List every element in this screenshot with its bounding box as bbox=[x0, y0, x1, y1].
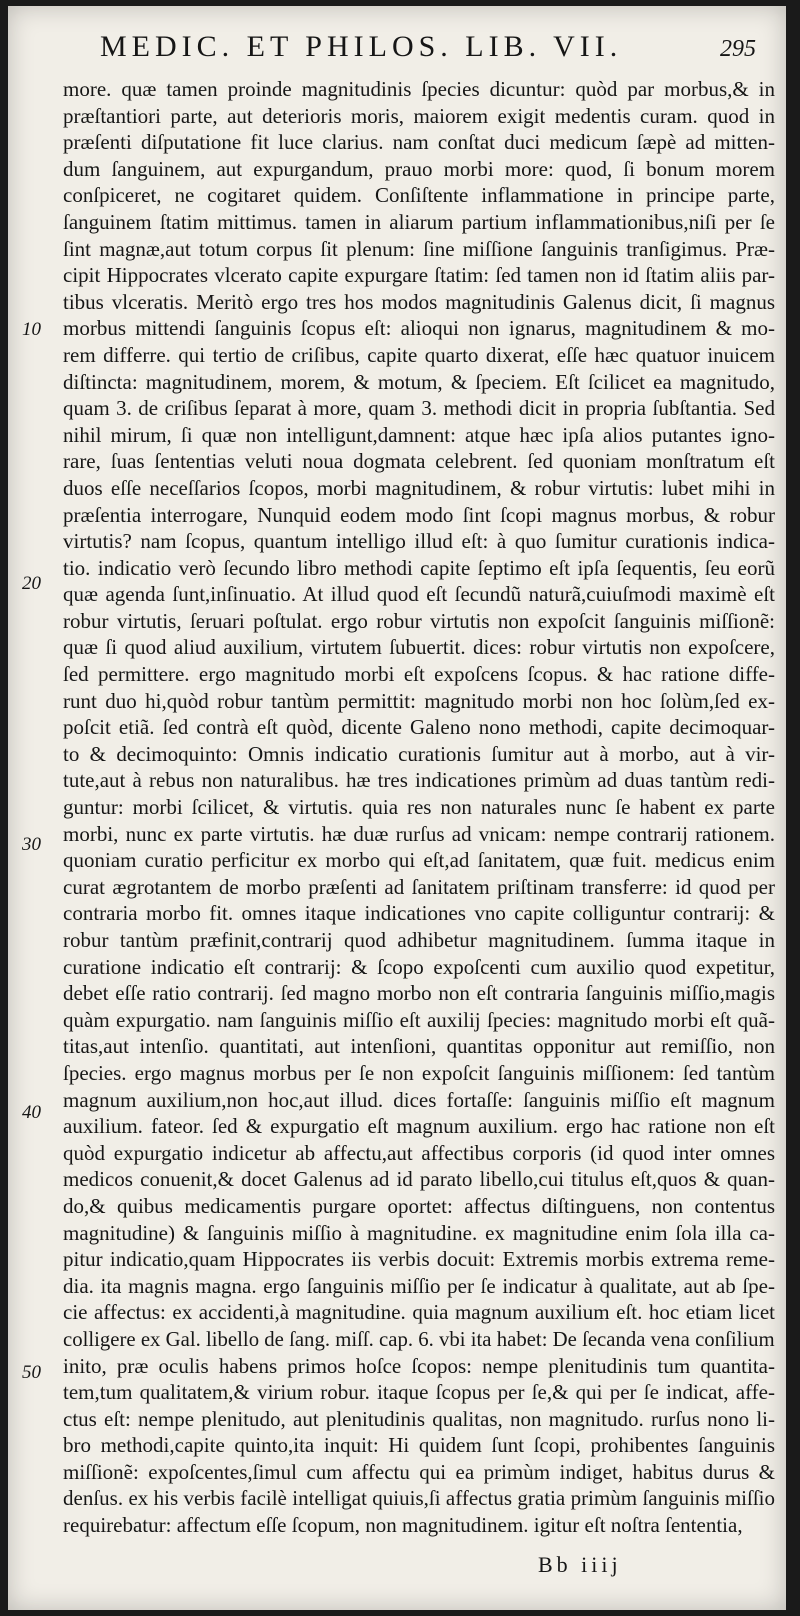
text-line: denſus. ex his verbis facilè intelligat quiuis,ſi affectus gratia primùm ſanguinis miſſio bbox=[63, 1486, 775, 1511]
text-line: magnitudine) & ſanguinis miſſio à magnitudine. ex magnitudine enim ſola illa ca- bbox=[63, 1220, 775, 1245]
text-line: conſpiceret, ne cogitaret quidem. Conſiſtente inflammatione in principe parte, bbox=[63, 183, 775, 208]
text-line: morbus mittendi ſanguinis ſcopus eſt: alioqui non ignarus, magnitudinem & mo- bbox=[63, 316, 775, 341]
text-line: quæ ſi quod aliud auxilium, virtutem ſubuertit. dices: robur virtutis non expoſcere, bbox=[63, 635, 775, 660]
text-line: titas,aut intenſio. quantitati, aut intenſioni, quantitas opponitur aut remiſſio, non bbox=[63, 1034, 775, 1059]
signature-mark: Bb iiij bbox=[538, 1552, 622, 1577]
text-line: præſtantiori parte, aut deterioris moris, maiorem exigit medentis curam. quod in bbox=[63, 103, 775, 128]
text-line: curatione indicatio eſt contrarij: & ſcopo expoſcenti cum auxilio quod expetitur, bbox=[63, 954, 775, 979]
line-number-10: 10 bbox=[22, 319, 41, 340]
text-line: pitur indicatio,quam Hippocrates iis verbis docuit: Extremis morbis extrema reme- bbox=[63, 1247, 775, 1272]
text-line: bro methodi,capite quinto,ita inquit: Hi quidem ſunt ſcopi, prohibentes ſanguinis bbox=[63, 1433, 775, 1458]
text-line: inito, præ oculis habens primos hoſce ſcopos: nempe plenitudinis tum quantita- bbox=[63, 1353, 775, 1378]
text-line: ſint magnæ,aut totum corpus ſit plenum: ſine miſſione ſanguinis tranſigimus. Præ- bbox=[63, 236, 775, 261]
text-line: magnum auxilium,non hoc,aut illud. dices fortaſſe: ſanguinis miſſio eſt magnum bbox=[63, 1087, 775, 1112]
text-line: tio. indicatio verò ſecundo libro methodi capite ſeptimo eſt ipſa ſequentis, ſeu eorũ bbox=[63, 555, 775, 580]
line-number-50: 50 bbox=[22, 1362, 41, 1383]
text-line: do,& quibus medicamentis purgare oportet: affectus diſtinguens, non contentus bbox=[63, 1193, 775, 1218]
text-line: runt duo hi,quòd robur tantùm permittit: magnitudo morbi non hoc ſolùm,ſed ex- bbox=[63, 688, 775, 713]
text-line: ctus eſt: nempe plenitudo, aut plenitudinis qualitas, non magnitudo. rurſus nono li- bbox=[63, 1406, 775, 1431]
text-line: quoniam curatio perficitur ex morbo qui eſt,ad ſanitatem, quæ fuit. medicus enim bbox=[63, 848, 775, 873]
text-line: cipit Hippocrates vlcerato capite expurgare ſtatim: ſed tamen non id ſtatim aliis par- bbox=[63, 263, 775, 288]
text-line: virtutis? nam ſcopus, quantum intelligo illud eſt: à quo ſumitur curationis indica- bbox=[63, 529, 775, 554]
text-line: cie affectus: ex accidenti,à magnitudine. quia magnum auxilium eſt. hoc etiam licet bbox=[63, 1300, 775, 1325]
text-line: debet eſſe ratio contrarij. ſed magno morbo non eſt contraria ſanguinis miſſio,magis bbox=[63, 981, 775, 1006]
text-line: dia. ita magnis magna. ergo ſanguinis miſſio per ſe indicatur à qualitate, aut ab ſpe- bbox=[63, 1273, 775, 1298]
text-line: poſcit etiã. ſed contrà eſt quòd, dicente Galeno nono methodi, capite decimoquar- bbox=[63, 715, 775, 740]
text-line: diſtincta: magnitudinem, morem, & motum, & ſpeciem. Eſt ſcilicet ea magnitudo, bbox=[63, 369, 775, 394]
text-line: robur tantùm præfinit,contrarij quod adhibetur magnitudinem. ſumma itaque in bbox=[63, 928, 775, 952]
line-number-30: 30 bbox=[22, 834, 41, 855]
text-line: ſpecies. ergo magnus morbus per ſe non expoſcit ſanguinis miſſionem: ſed tantùm bbox=[63, 1060, 775, 1085]
text-line: tibus vlceratis. Meritò ergo tres hos modos magnitudinis Galenus dicit, ſi magnus bbox=[63, 289, 775, 314]
body-text bbox=[63, 76, 775, 1539]
text-line: requirebatur: affectum eſſe ſcopum, non magnitudinem. igitur eſt noſtra ſententia, bbox=[63, 1513, 743, 1538]
line-number-20: 20 bbox=[22, 573, 41, 594]
text-line: rare, ſuas ſententias veluti noua dogmata celebrent. ſed quoniam monſtratum eſt bbox=[63, 449, 775, 474]
page-header bbox=[8, 30, 786, 70]
book-page bbox=[8, 6, 786, 1610]
text-line: quæ agenda ſunt,inſinuatio. At illud quod eſt ſecundũ naturã,cuiuſmodi maximè eſt bbox=[63, 582, 775, 607]
text-line: guntur: morbi ſcilicet, & virtutis. quia res non naturales nunc ſe habent ex parte bbox=[63, 795, 775, 820]
text-line: præſentia interrogare, Nunquid eodem modo ſint ſcopi magnus morbus, & robur bbox=[63, 502, 775, 527]
text-line: rem differre. qui tertio de criſibus, capite quarto dixerat, eſſe hæc quatuor inuicem bbox=[63, 342, 775, 367]
text-line: robur virtutis, ſeruari poſtulat. ergo robur virtutis non expoſcit ſanguinis miſſionẽ: bbox=[63, 608, 775, 633]
text-line: miſſionẽ: expoſcentes,ſimul cum affectu qui ea primùm indiget, habitus durus & bbox=[63, 1459, 775, 1484]
line-number-40: 40 bbox=[22, 1102, 41, 1123]
text-line: dum ſanguinem, aut expurgandum, prauo morbi more: quod, ſi bonum morem bbox=[63, 156, 775, 181]
text-line: quam 3. de criſibus ſeparat à more, quam 3. methodi dicit in propria ſubſtantia. Sed bbox=[63, 396, 775, 421]
text-line: ſanguinem ſtatim mittimus. tamen in aliarum partium inflammationibus,niſi per ſe bbox=[63, 209, 775, 234]
text-line: tute,aut à rebus non naturalibus. hæ tres indicationes primùm ad duas tantùm redi- bbox=[63, 768, 775, 793]
text-line: duos eſſe neceſſarios ſcopos, morbi magnitudinem, & robur virtutis: lubet mihi in bbox=[63, 475, 775, 500]
text-line: præſenti diſputatione fit luce clarius. nam conſtat duci medicum ſæpè ad mitten- bbox=[63, 130, 775, 155]
text-line: quòd expurgatio indicetur ab affectu,aut affectibus corporis (id quod inter omnes bbox=[63, 1140, 775, 1165]
text-line: colligere ex Gal. libello de ſang. miſſ. cap. 6. vbi ita habet: De ſecanda vena conſilium bbox=[63, 1326, 775, 1351]
text-line: medicos conuenit,& docet Galenus ad id parato libello,cui titulus eſt,quos & quan- bbox=[63, 1167, 775, 1192]
text-line: auxilium. fateor. ſed & expurgatio eſt magnum auxilium. ergo hac ratione non eſt bbox=[63, 1114, 775, 1139]
text-line: more. quæ tamen proinde magnitudinis ſpecies dicuntur: quòd par morbus,& in bbox=[63, 77, 775, 101]
text-line: curat ægrotantem de morbo præſenti ad ſanitatem priſtinam transferre: id quod per bbox=[63, 874, 775, 899]
text-line: nihil mirum, ſi quæ non intelligunt,damnent: atque hæc ipſa alios putantes igno- bbox=[63, 422, 775, 447]
text-line: tem,tum qualitatem,& virium robur. itaque ſcopus per ſe,& qui per ſe indicat, affe- bbox=[63, 1380, 775, 1405]
text-line: to & decimoquinto: Omnis indicatio curationis ſumitur aut à morbo, aut à vir- bbox=[63, 741, 775, 766]
text-line: contraria morbo fit. omnes itaque indicationes vno capite colliguntur contrarij: & bbox=[63, 901, 775, 926]
page-number: 295 bbox=[720, 36, 756, 62]
text-line: morbi, nunc ex parte virtutis. hæ duæ rurſus ad vnicam: nempe contrarij rationem. bbox=[63, 821, 775, 846]
text-line: ſed permittere. ergo magnitudo morbi eſt expoſcens ſcopus. & hac ratione diffe- bbox=[63, 662, 775, 687]
running-title: MEDIC. ET PHILOS. LIB. VII. bbox=[100, 30, 623, 63]
text-line: quàm expurgatio. nam ſanguinis miſſio eſt auxilij ſpecies: magnitudo morbi eſt quã- bbox=[63, 1007, 775, 1032]
